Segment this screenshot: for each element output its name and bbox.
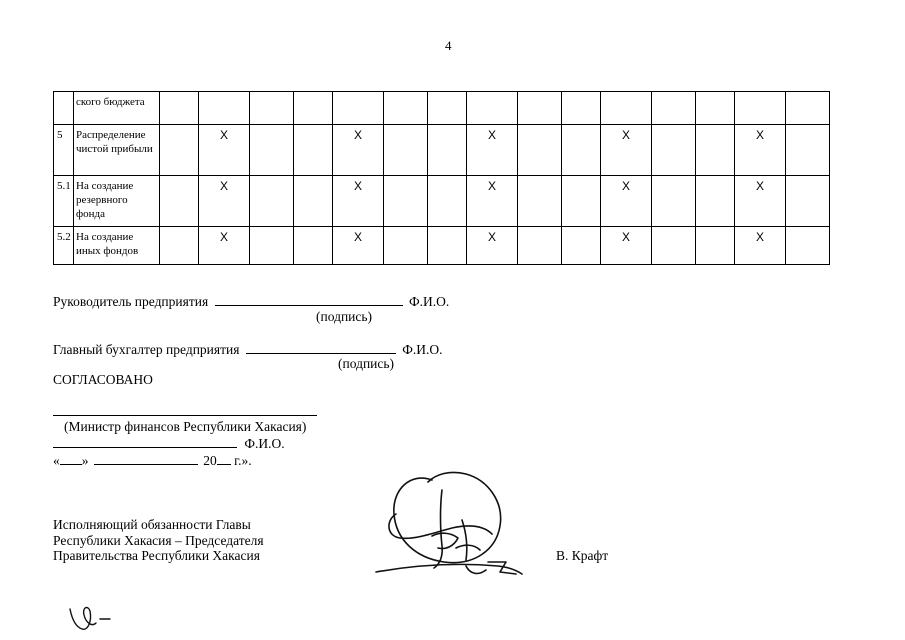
mark-cell xyxy=(384,176,428,227)
mark-cell xyxy=(562,176,601,227)
mark-cell xyxy=(160,125,199,176)
row-number-cell: 5 xyxy=(54,125,74,176)
head-signature-caption: (подпись) xyxy=(316,309,373,324)
mark-cell: Х xyxy=(199,176,250,227)
mark-cell xyxy=(518,92,562,125)
date-year-field xyxy=(217,452,231,465)
mark-cell xyxy=(384,92,428,125)
mark-cell xyxy=(696,92,735,125)
minister-signature-field xyxy=(53,415,317,416)
row-label-cell: На создание резервного фонда xyxy=(74,176,160,227)
date-year-prefix: 20 xyxy=(203,453,217,468)
mark-cell xyxy=(518,176,562,227)
mark-cell xyxy=(562,227,601,265)
position-line-1: Исполняющий обязанности Главы xyxy=(53,517,251,532)
head-fio: Ф.И.О. xyxy=(408,294,450,309)
mark-cell xyxy=(696,125,735,176)
mark-cell xyxy=(786,125,830,176)
date-line xyxy=(53,452,252,469)
mark-cell xyxy=(786,92,830,125)
date-month-field xyxy=(94,452,198,465)
mark-cell xyxy=(696,176,735,227)
accountant-signature-caption: (подпись) xyxy=(338,356,395,371)
head-label: Руководитель предприятия xyxy=(53,294,209,309)
mark-cell xyxy=(160,92,199,125)
mark-cell xyxy=(294,92,333,125)
date-day-field xyxy=(60,452,82,465)
minister-caption: (Министр финансов Республики Хакасия) xyxy=(64,419,307,434)
mark-cell xyxy=(786,176,830,227)
mark-cell xyxy=(652,125,696,176)
mark-cell xyxy=(294,227,333,265)
mark-cell xyxy=(294,125,333,176)
head-signature-field xyxy=(215,293,403,306)
row-number-cell: 5.2 xyxy=(54,227,74,265)
mark-cell: Х xyxy=(199,125,250,176)
mark-cell xyxy=(652,176,696,227)
date-year-suffix: г.». xyxy=(234,453,252,468)
page-number: 4 xyxy=(445,38,452,53)
mark-cell xyxy=(428,92,467,125)
mark-cell xyxy=(250,92,294,125)
mark-cell: Х xyxy=(735,176,786,227)
table-row xyxy=(54,176,830,227)
row-label-cell: ского бюджета xyxy=(74,92,160,125)
mark-cell xyxy=(160,176,199,227)
mark-cell xyxy=(250,227,294,265)
mark-cell xyxy=(294,176,333,227)
mark-cell: Х xyxy=(467,227,518,265)
budget-table xyxy=(53,91,830,265)
mark-cell: Х xyxy=(333,125,384,176)
mark-cell xyxy=(428,125,467,176)
mark-cell xyxy=(160,227,199,265)
row-number-cell xyxy=(54,92,74,125)
mark-cell xyxy=(518,227,562,265)
mark-cell xyxy=(384,227,428,265)
table-row xyxy=(54,92,830,125)
mark-cell: Х xyxy=(467,125,518,176)
accountant-label: Главный бухгалтер предприятия xyxy=(53,342,240,357)
mark-cell xyxy=(384,125,428,176)
mark-cell xyxy=(735,92,786,125)
minister-fio-field xyxy=(53,435,237,448)
minister-fio-line xyxy=(53,435,285,452)
table-row xyxy=(54,125,830,176)
signatory-name: В. Крафт xyxy=(556,548,609,563)
approval-heading: СОГЛАСОВАНО xyxy=(53,372,153,387)
mark-cell xyxy=(333,92,384,125)
mark-cell xyxy=(601,92,652,125)
mark-cell xyxy=(696,227,735,265)
mark-cell: Х xyxy=(467,176,518,227)
accountant-fio: Ф.И.О. xyxy=(402,342,443,357)
mark-cell xyxy=(786,227,830,265)
mark-cell xyxy=(652,227,696,265)
mark-cell xyxy=(428,176,467,227)
mark-cell xyxy=(562,92,601,125)
mark-cell xyxy=(562,125,601,176)
mark-cell: Х xyxy=(199,227,250,265)
mark-cell: Х xyxy=(735,125,786,176)
mark-cell xyxy=(518,125,562,176)
mark-cell: Х xyxy=(333,227,384,265)
mark-cell: Х xyxy=(735,227,786,265)
row-number-cell: 5.1 xyxy=(54,176,74,227)
row-label-cell: Распределение чистой прибыли xyxy=(74,125,160,176)
mark-cell: Х xyxy=(601,227,652,265)
position-line-3: Правительства Республики Хакасия xyxy=(53,548,260,563)
mark-cell xyxy=(428,227,467,265)
date-open-quote: « xyxy=(53,453,60,468)
row-label-cell: На создание иных фондов xyxy=(74,227,160,265)
table-row xyxy=(54,227,830,265)
mark-cell: Х xyxy=(333,176,384,227)
mark-cell: Х xyxy=(601,125,652,176)
head-signature-line xyxy=(53,293,449,310)
mark-cell xyxy=(250,125,294,176)
mark-cell xyxy=(250,176,294,227)
initials-mark xyxy=(66,601,114,633)
minister-fio: Ф.И.О. xyxy=(244,436,285,451)
mark-cell xyxy=(467,92,518,125)
accountant-signature-field xyxy=(246,341,396,354)
mark-cell: Х xyxy=(601,176,652,227)
handwritten-signature xyxy=(370,462,535,587)
mark-cell xyxy=(652,92,696,125)
mark-cell xyxy=(199,92,250,125)
date-close-quote: » xyxy=(81,453,89,468)
position-line-2: Республики Хакасия – Председателя xyxy=(53,533,264,548)
